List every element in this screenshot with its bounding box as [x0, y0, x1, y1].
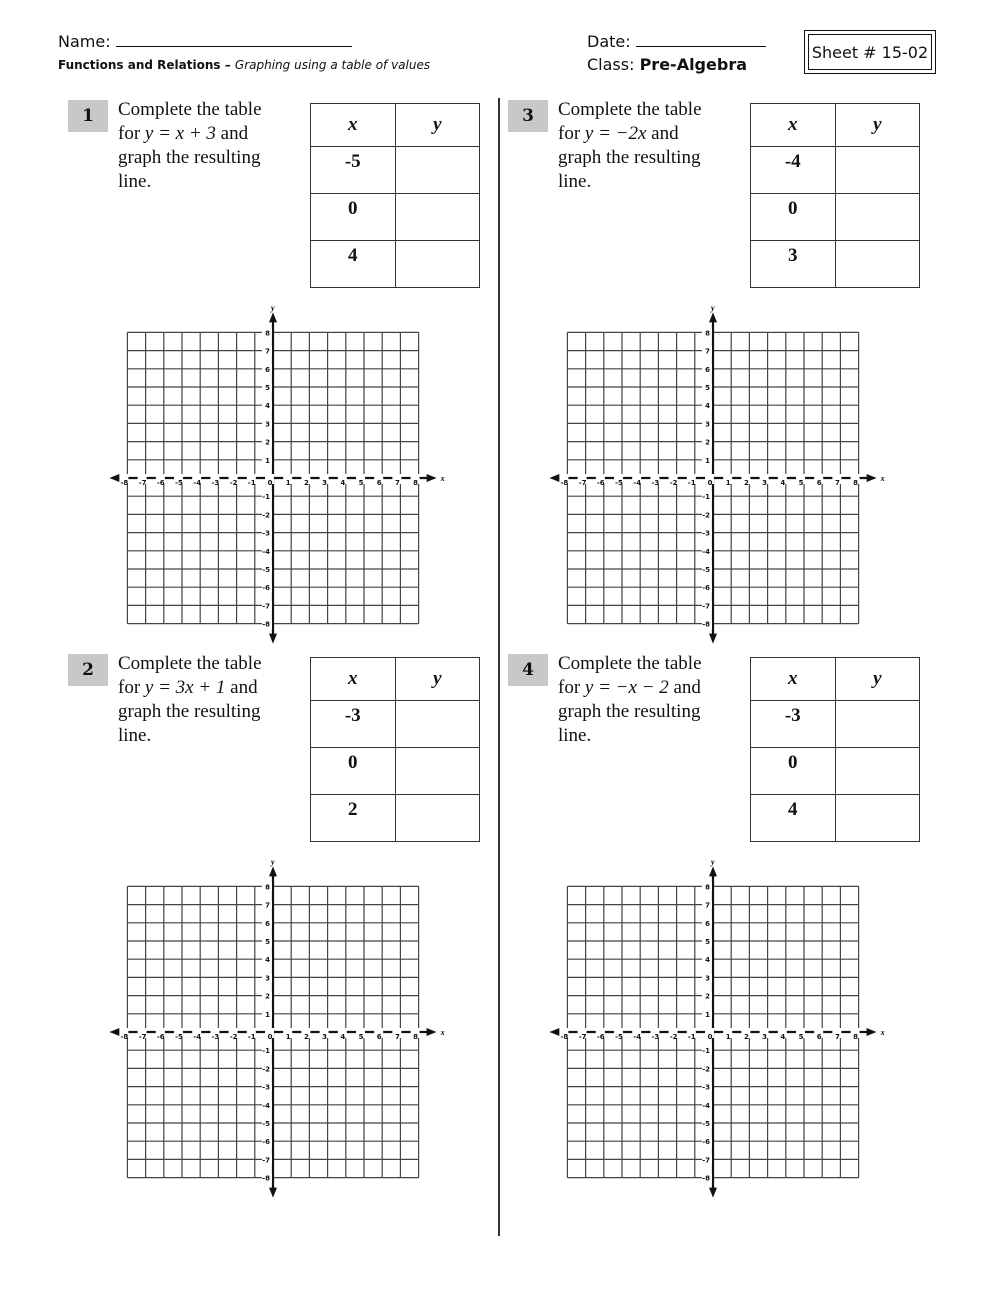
x-tick-label: -5	[615, 1033, 623, 1041]
y-tick-label: 3	[705, 420, 710, 429]
x-tick-label: 0	[267, 479, 273, 487]
y-tick-label: -5	[702, 1120, 710, 1128]
x-tick-label: 6	[376, 479, 382, 487]
y-tick-label: 7	[265, 901, 270, 910]
problem-prompt: Complete the table for y = −x − 2 and graph the resulting line.	[558, 653, 702, 746]
y-answer-cell[interactable]	[395, 241, 479, 288]
x-tick-label: -4	[193, 1033, 202, 1041]
x-tick-label: -3	[211, 479, 220, 487]
x-axis-arrow-right	[867, 474, 877, 482]
y-header: y	[835, 658, 919, 701]
x-value: 4	[751, 795, 836, 842]
y-answer-cell[interactable]	[395, 701, 479, 748]
y-tick-label: 5	[705, 384, 710, 392]
x-axis-arrow-left	[109, 1028, 119, 1036]
values-table	[310, 103, 480, 288]
x-tick-label: -2	[229, 479, 238, 487]
x-tick-label: -5	[175, 1033, 183, 1041]
name-label: Name:	[58, 32, 111, 51]
x-value: 3	[751, 241, 836, 288]
y-axis-arrow-down	[269, 634, 277, 644]
x-tick-label: -2	[669, 1033, 678, 1041]
x-axis-arrow-left	[549, 1028, 559, 1036]
subtitle	[58, 58, 430, 72]
y-answer-cell[interactable]	[835, 748, 919, 795]
y-tick-label: -3	[262, 1083, 270, 1092]
date-blank[interactable]	[636, 32, 766, 47]
problem-prompt: Complete the table for y = 3x + 1 and graph the resulting line.	[118, 653, 262, 746]
x-tick-label: -2	[669, 479, 678, 487]
y-axis-arrow-up	[269, 866, 277, 876]
x-header: x	[751, 658, 836, 701]
y-tick-label: 1	[705, 1010, 710, 1019]
x-tick-label: 2	[743, 479, 749, 487]
x-tick-label: 0	[707, 1033, 713, 1041]
y-tick-label: 1	[265, 456, 270, 465]
x-value: -5	[311, 147, 396, 194]
y-tick-label: -6	[702, 1138, 710, 1147]
x-tick-label: -7	[138, 479, 147, 487]
column-divider	[498, 98, 500, 1236]
x-tick-label: -8	[120, 479, 129, 487]
class-label: Class:	[587, 55, 635, 74]
x-value: 2	[311, 795, 396, 842]
x-axis-arrow-right	[867, 1028, 877, 1036]
x-tick-label: 8	[853, 479, 859, 487]
y-answer-cell[interactable]	[395, 194, 479, 241]
y-axis-arrow-up	[709, 312, 717, 322]
y-tick-label: 5	[265, 384, 270, 392]
x-tick-label: 8	[853, 1033, 859, 1041]
equation: y = −x − 2	[584, 677, 669, 698]
x-tick-label: 5	[358, 479, 364, 487]
x-tick-label: 4	[780, 479, 786, 487]
x-tick-label: -1	[247, 479, 256, 487]
y-tick-label: -5	[262, 566, 270, 574]
y-tick-label: -8	[262, 620, 270, 629]
equation: y = −2x	[584, 123, 647, 144]
x-tick-label: -2	[229, 1033, 238, 1041]
y-tick-label: -5	[262, 1120, 270, 1128]
x-tick-label: -3	[651, 1033, 660, 1041]
y-tick-label: -3	[702, 1083, 710, 1092]
y-answer-cell[interactable]	[835, 701, 919, 748]
y-tick-label: -7	[702, 602, 710, 611]
x-tick-label: 0	[267, 1033, 273, 1041]
y-axis-arrow-down	[269, 1188, 277, 1198]
x-value: 4	[311, 241, 396, 288]
x-value: 0	[311, 748, 396, 795]
y-tick-label: -1	[262, 493, 270, 502]
x-header: x	[311, 658, 396, 701]
y-tick-label: -1	[262, 1047, 270, 1056]
y-tick-label: 8	[705, 883, 710, 892]
y-tick-label: 1	[705, 456, 710, 465]
y-tick-label: -3	[262, 529, 270, 538]
y-tick-label: 4	[265, 956, 270, 965]
x-tick-label: -7	[578, 1033, 587, 1041]
class-value: Pre-Algebra	[639, 55, 747, 74]
values-table	[310, 657, 480, 842]
x-tick-label: -8	[560, 479, 569, 487]
x-tick-label: 2	[303, 479, 309, 487]
equation: y = 3x + 1	[144, 677, 226, 698]
name-blank[interactable]	[116, 32, 352, 47]
x-tick-label: 6	[816, 479, 822, 487]
y-header: y	[395, 104, 479, 147]
y-tick-label: -5	[702, 566, 710, 574]
x-axis-label: x	[880, 474, 885, 483]
y-tick-label: -1	[702, 1047, 710, 1056]
y-tick-label: 8	[265, 883, 270, 892]
x-tick-label: -5	[615, 479, 623, 487]
y-tick-label: -6	[262, 1138, 270, 1147]
y-answer-cell[interactable]	[835, 194, 919, 241]
x-tick-label: 7	[394, 479, 400, 487]
y-axis-arrow-down	[709, 634, 717, 644]
x-tick-label: 4	[340, 479, 346, 487]
y-tick-label: 6	[265, 365, 270, 374]
y-answer-cell[interactable]	[395, 147, 479, 194]
y-tick-label: 2	[265, 992, 270, 1001]
x-tick-label: 1	[725, 479, 731, 487]
x-value: -3	[751, 701, 836, 748]
y-tick-label: 6	[705, 919, 710, 928]
x-axis-arrow-right	[427, 1028, 437, 1036]
x-tick-label: 2	[303, 1033, 309, 1041]
y-tick-label: 6	[265, 919, 270, 928]
x-value: 0	[311, 194, 396, 241]
x-tick-label: -5	[175, 479, 183, 487]
class-field	[587, 55, 747, 74]
x-axis-arrow-left	[109, 474, 119, 482]
y-tick-label: -8	[702, 1174, 710, 1183]
x-tick-label: 1	[285, 479, 291, 487]
y-header: y	[395, 658, 479, 701]
y-tick-label: -4	[262, 1101, 270, 1110]
x-tick-label: 5	[798, 479, 804, 487]
y-tick-label: -6	[702, 584, 710, 593]
x-tick-label: 7	[834, 1033, 840, 1041]
x-tick-label: -1	[687, 479, 696, 487]
x-tick-label: -1	[687, 1033, 696, 1041]
y-tick-label: 3	[265, 974, 270, 983]
x-tick-label: 3	[322, 1033, 328, 1041]
y-tick-label: 4	[265, 402, 270, 411]
date-label: Date:	[587, 32, 631, 51]
x-tick-label: 8	[413, 1033, 419, 1041]
y-tick-label: -2	[702, 511, 710, 520]
values-table	[750, 657, 920, 842]
y-tick-label: -4	[262, 547, 270, 556]
x-value: -4	[751, 147, 836, 194]
y-tick-label: 4	[705, 956, 710, 965]
x-header: x	[311, 104, 396, 147]
x-tick-label: 5	[358, 1033, 364, 1041]
y-tick-label: 3	[265, 420, 270, 429]
y-tick-label: 7	[705, 901, 710, 910]
problem-number: 3	[508, 100, 548, 132]
y-tick-label: -1	[702, 493, 710, 502]
y-axis-label: y	[271, 857, 275, 867]
y-axis-label: y	[271, 303, 275, 313]
x-tick-label: -8	[560, 1033, 569, 1041]
y-tick-label: -4	[702, 547, 710, 556]
x-tick-label: 7	[834, 479, 840, 487]
x-tick-label: 5	[798, 1033, 804, 1041]
x-tick-label: -6	[156, 479, 165, 487]
x-tick-label: 1	[725, 1033, 731, 1041]
x-tick-label: -6	[156, 1033, 165, 1041]
y-axis-arrow-up	[269, 312, 277, 322]
x-tick-label: 2	[743, 1033, 749, 1041]
x-value: -3	[311, 701, 396, 748]
y-tick-label: 3	[705, 974, 710, 983]
x-tick-label: 4	[780, 1033, 786, 1041]
y-tick-label: -2	[262, 511, 270, 520]
x-tick-label: 3	[762, 479, 768, 487]
x-tick-label: -1	[247, 1033, 256, 1041]
x-tick-label: -7	[578, 479, 587, 487]
x-tick-label: 0	[707, 479, 713, 487]
x-axis-label: x	[440, 1028, 445, 1037]
y-tick-label: -7	[702, 1156, 710, 1165]
values-table	[750, 103, 920, 288]
x-tick-label: -4	[633, 479, 642, 487]
x-value: 0	[751, 194, 836, 241]
x-value: 0	[751, 748, 836, 795]
y-tick-label: -8	[262, 1174, 270, 1183]
sheet-number-box	[804, 30, 936, 74]
x-tick-label: 4	[340, 1033, 346, 1041]
x-tick-label: 8	[413, 479, 419, 487]
y-tick-label: -7	[262, 1156, 270, 1165]
sheet-number: Sheet # 15-02	[808, 34, 932, 70]
problem-prompt: Complete the table for y = x + 3 and graph the resulting line.	[118, 99, 262, 192]
y-axis-arrow-up	[709, 866, 717, 876]
date-field[interactable]	[587, 32, 766, 51]
x-tick-label: 3	[762, 1033, 768, 1041]
x-axis-arrow-left	[549, 474, 559, 482]
x-tick-label: -6	[596, 479, 605, 487]
y-tick-label: 7	[705, 347, 710, 356]
subtitle-topic: Functions and Relations –	[58, 58, 231, 72]
y-header: y	[835, 104, 919, 147]
x-tick-label: 6	[376, 1033, 382, 1041]
y-tick-label: -6	[262, 584, 270, 593]
x-tick-label: -7	[138, 1033, 147, 1041]
y-tick-label: 2	[705, 992, 710, 1001]
y-answer-cell[interactable]	[835, 147, 919, 194]
y-tick-label: 2	[705, 438, 710, 447]
x-tick-label: 7	[394, 1033, 400, 1041]
y-tick-label: 5	[705, 938, 710, 946]
y-tick-label: 4	[705, 402, 710, 411]
x-tick-label: 1	[285, 1033, 291, 1041]
equation: y = x + 3	[144, 123, 216, 144]
y-tick-label: 1	[265, 1010, 270, 1019]
y-tick-label: -7	[262, 602, 270, 611]
y-tick-label: -2	[262, 1065, 270, 1074]
y-axis-label: y	[711, 303, 715, 313]
y-tick-label: 8	[705, 329, 710, 338]
problem-number: 2	[68, 654, 108, 686]
x-tick-label: 6	[816, 1033, 822, 1041]
y-answer-cell[interactable]	[395, 795, 479, 842]
y-axis-arrow-down	[709, 1188, 717, 1198]
x-tick-label: -8	[120, 1033, 129, 1041]
y-axis-label: y	[711, 857, 715, 867]
y-tick-label: 2	[265, 438, 270, 447]
y-tick-label: -8	[702, 620, 710, 629]
x-tick-label: -4	[633, 1033, 642, 1041]
y-tick-label: 5	[265, 938, 270, 946]
x-axis-arrow-right	[427, 474, 437, 482]
x-header: x	[751, 104, 836, 147]
x-tick-label: 3	[322, 479, 328, 487]
y-answer-cell[interactable]	[835, 241, 919, 288]
problem-prompt: Complete the table for y = −2x and graph the resulting line.	[558, 99, 702, 192]
y-tick-label: -2	[702, 1065, 710, 1074]
x-tick-label: -3	[651, 479, 660, 487]
problem-number: 1	[68, 100, 108, 132]
y-answer-cell[interactable]	[395, 748, 479, 795]
y-answer-cell[interactable]	[835, 795, 919, 842]
y-tick-label: -4	[702, 1101, 710, 1110]
x-axis-label: x	[440, 474, 445, 483]
subtitle-detail: Graphing using a table of values	[234, 58, 431, 72]
y-tick-label: 8	[265, 329, 270, 338]
y-tick-label: -3	[702, 529, 710, 538]
name-field[interactable]	[58, 32, 352, 51]
x-tick-label: -6	[596, 1033, 605, 1041]
problem-number: 4	[508, 654, 548, 686]
x-tick-label: -3	[211, 1033, 220, 1041]
x-axis-label: x	[880, 1028, 885, 1037]
y-tick-label: 7	[265, 347, 270, 356]
y-tick-label: 6	[705, 365, 710, 374]
x-tick-label: -4	[193, 479, 202, 487]
